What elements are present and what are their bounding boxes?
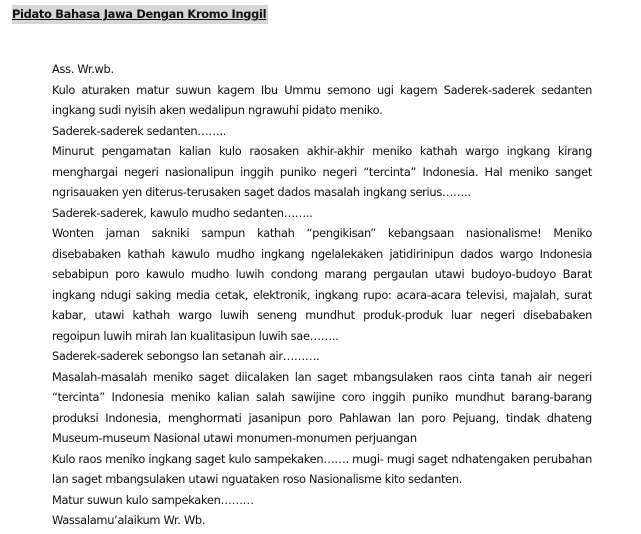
paragraph: Saderek-saderek sedanten…….. [52,123,227,138]
speech-body [52,59,592,531]
paragraph: Kulo raos meniko ingkang saget kulo sampekaken……. mugi- mugi saget ndhatengaken perubahan lan saget mbangsulaken utawi nguataken roso Nasionalisme kito sedanten. [52,451,592,486]
closing: Wassalamu’alaikum Wr. Wb. [52,513,206,527]
paragraph: Kulo aturaken matur suwun kagem Ibu Ummu semono ugi kagem Saderek-saderek sedanten ingkang sudi nyisih aken wedalipun ngrawuhi pidato meniko. [52,82,592,117]
paragraph: Matur suwun kulo sampekaken……… [52,492,254,507]
paragraph: Wonten jaman sakniki sampun kathah “pengikisan” kebangsaan nasionalisme! Meniko disebabaken kathah kawulo mudho ingkang ngelalekaken jatidirinipun dados wargo Indonesia sebabipun poro kawulo mudho luwih condong marang pergaulan utawi budoyo-budoyo Barat ingkang ndugi saking media cetak, elektronik, ingkang rupo: acara-acara televisi, majalah, surat kabar, utawi kathah wargo luwih seneng mundhut produk-produk luar negeri disebabaken regoipun luwih mirah lan kualitasipun luwih sae…….. [52,226,592,343]
paragraph: Saderek-saderek, kawulo mudho sedanten…….. [52,205,313,220]
paragraph: Minurut pengamatan kalian kulo raosaken akhir-akhir meniko kathah wargo ingkang kirang menghargai negeri nasionalipun inggih puniko negeri “tercinta” Indonesia. Hal meniko sanget ngrisauaken yen diterus-terusaken saget dados masalah ingkang serius…….. [52,144,592,199]
paragraph: Masalah-masalah meniko saget diicalaken lan saget mbangsulaken raos cinta tanah air negeri “tercinta” Indonesia meniko kalian salah sawijine coro inggih puniko mundhut barang-barang produksi Indonesia, menghormati jasanipun poro Pahlawan lan poro Pejuang, tindak dhateng Museum-museum Nasional utawi monumen-monumen perjuangan [52,369,592,445]
document-title: Pidato Bahasa Jawa Dengan Kromo Inggil [12,5,268,24]
paragraph: Saderek-saderek sebongso lan setanah air………. [52,349,320,363]
greeting: Ass. Wr.wb. [52,62,114,76]
